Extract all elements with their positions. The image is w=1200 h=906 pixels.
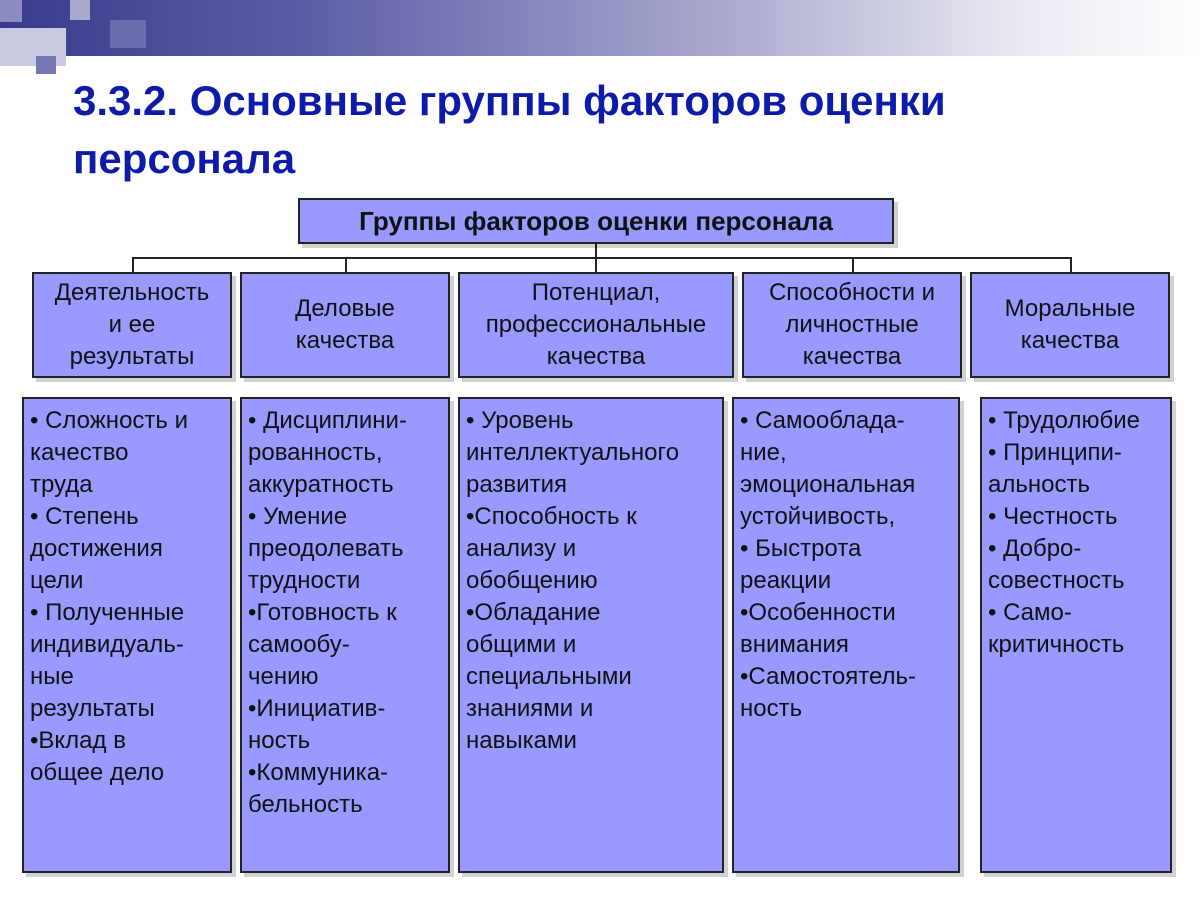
- connector-stem-4: [852, 257, 854, 272]
- group-heading-potential: [458, 272, 734, 378]
- group-items-text: • Трудолюбие • Принципи- альность • Честность • Добро- совестность • Само- критичность: [988, 407, 1140, 658]
- group-items-potential: [458, 397, 724, 873]
- group-items-text: • Дисциплини- рованность, аккуратность • Умение преодолевать трудности •Готовность к самообу- чению •Инициатив- ность •Коммуника- бельность: [248, 407, 407, 818]
- decor-square: [110, 20, 146, 48]
- group-items-moral-qualities: [980, 397, 1172, 873]
- group-items-business-qualities: [240, 397, 450, 873]
- connector-stem-2: [345, 257, 347, 272]
- decor-square: [70, 0, 90, 20]
- group-items-text: • Сложность и качество труда • Степень достижения цели • Полученные индивидуаль- ные результаты •Вклад в общее дело: [30, 407, 188, 786]
- group-heading-label: Потенциал, профессиональные качества: [485, 279, 707, 370]
- group-items-text: • Самооблада- ние, эмоциональная устойчивость, • Быстрота реакции •Особенности внимания •Самостоятель- ность: [740, 407, 917, 722]
- group-heading-label: Моральные качества: [1004, 295, 1136, 354]
- root-node-label: Группы факторов оценки персонала: [359, 205, 833, 236]
- group-heading-label: Способности и личностные качества: [768, 279, 936, 370]
- group-items-text: • Уровень интеллектуального развития •Способность к анализу и обобщению •Обладание общими и специальными знаниями и навыками: [466, 407, 680, 754]
- connector-root-stem: [595, 244, 597, 258]
- group-heading-moral-qualities: [970, 272, 1170, 378]
- root-node: [298, 198, 894, 244]
- group-heading-label: Деловые качества: [295, 295, 395, 354]
- slide-title: 3.3.2. Основные группы факторов оценки персонала: [73, 77, 946, 182]
- group-heading-business-qualities: [240, 272, 450, 378]
- connector-stem-1: [132, 257, 134, 272]
- header-divider: [0, 56, 1200, 58]
- decor-square: [36, 56, 56, 74]
- decor-square: [0, 0, 22, 22]
- group-items-abilities: [732, 397, 960, 873]
- group-heading-abilities: [742, 272, 962, 378]
- connector-horizontal-bus: [132, 257, 1072, 259]
- group-heading-activity: [32, 272, 232, 378]
- connector-stem-3: [595, 257, 597, 272]
- header-band: [0, 0, 1200, 56]
- decor-square: [0, 28, 66, 66]
- connector-stem-5: [1070, 257, 1072, 272]
- group-heading-label: Деятельность и ее результаты: [54, 279, 210, 370]
- group-items-activity: [22, 397, 232, 873]
